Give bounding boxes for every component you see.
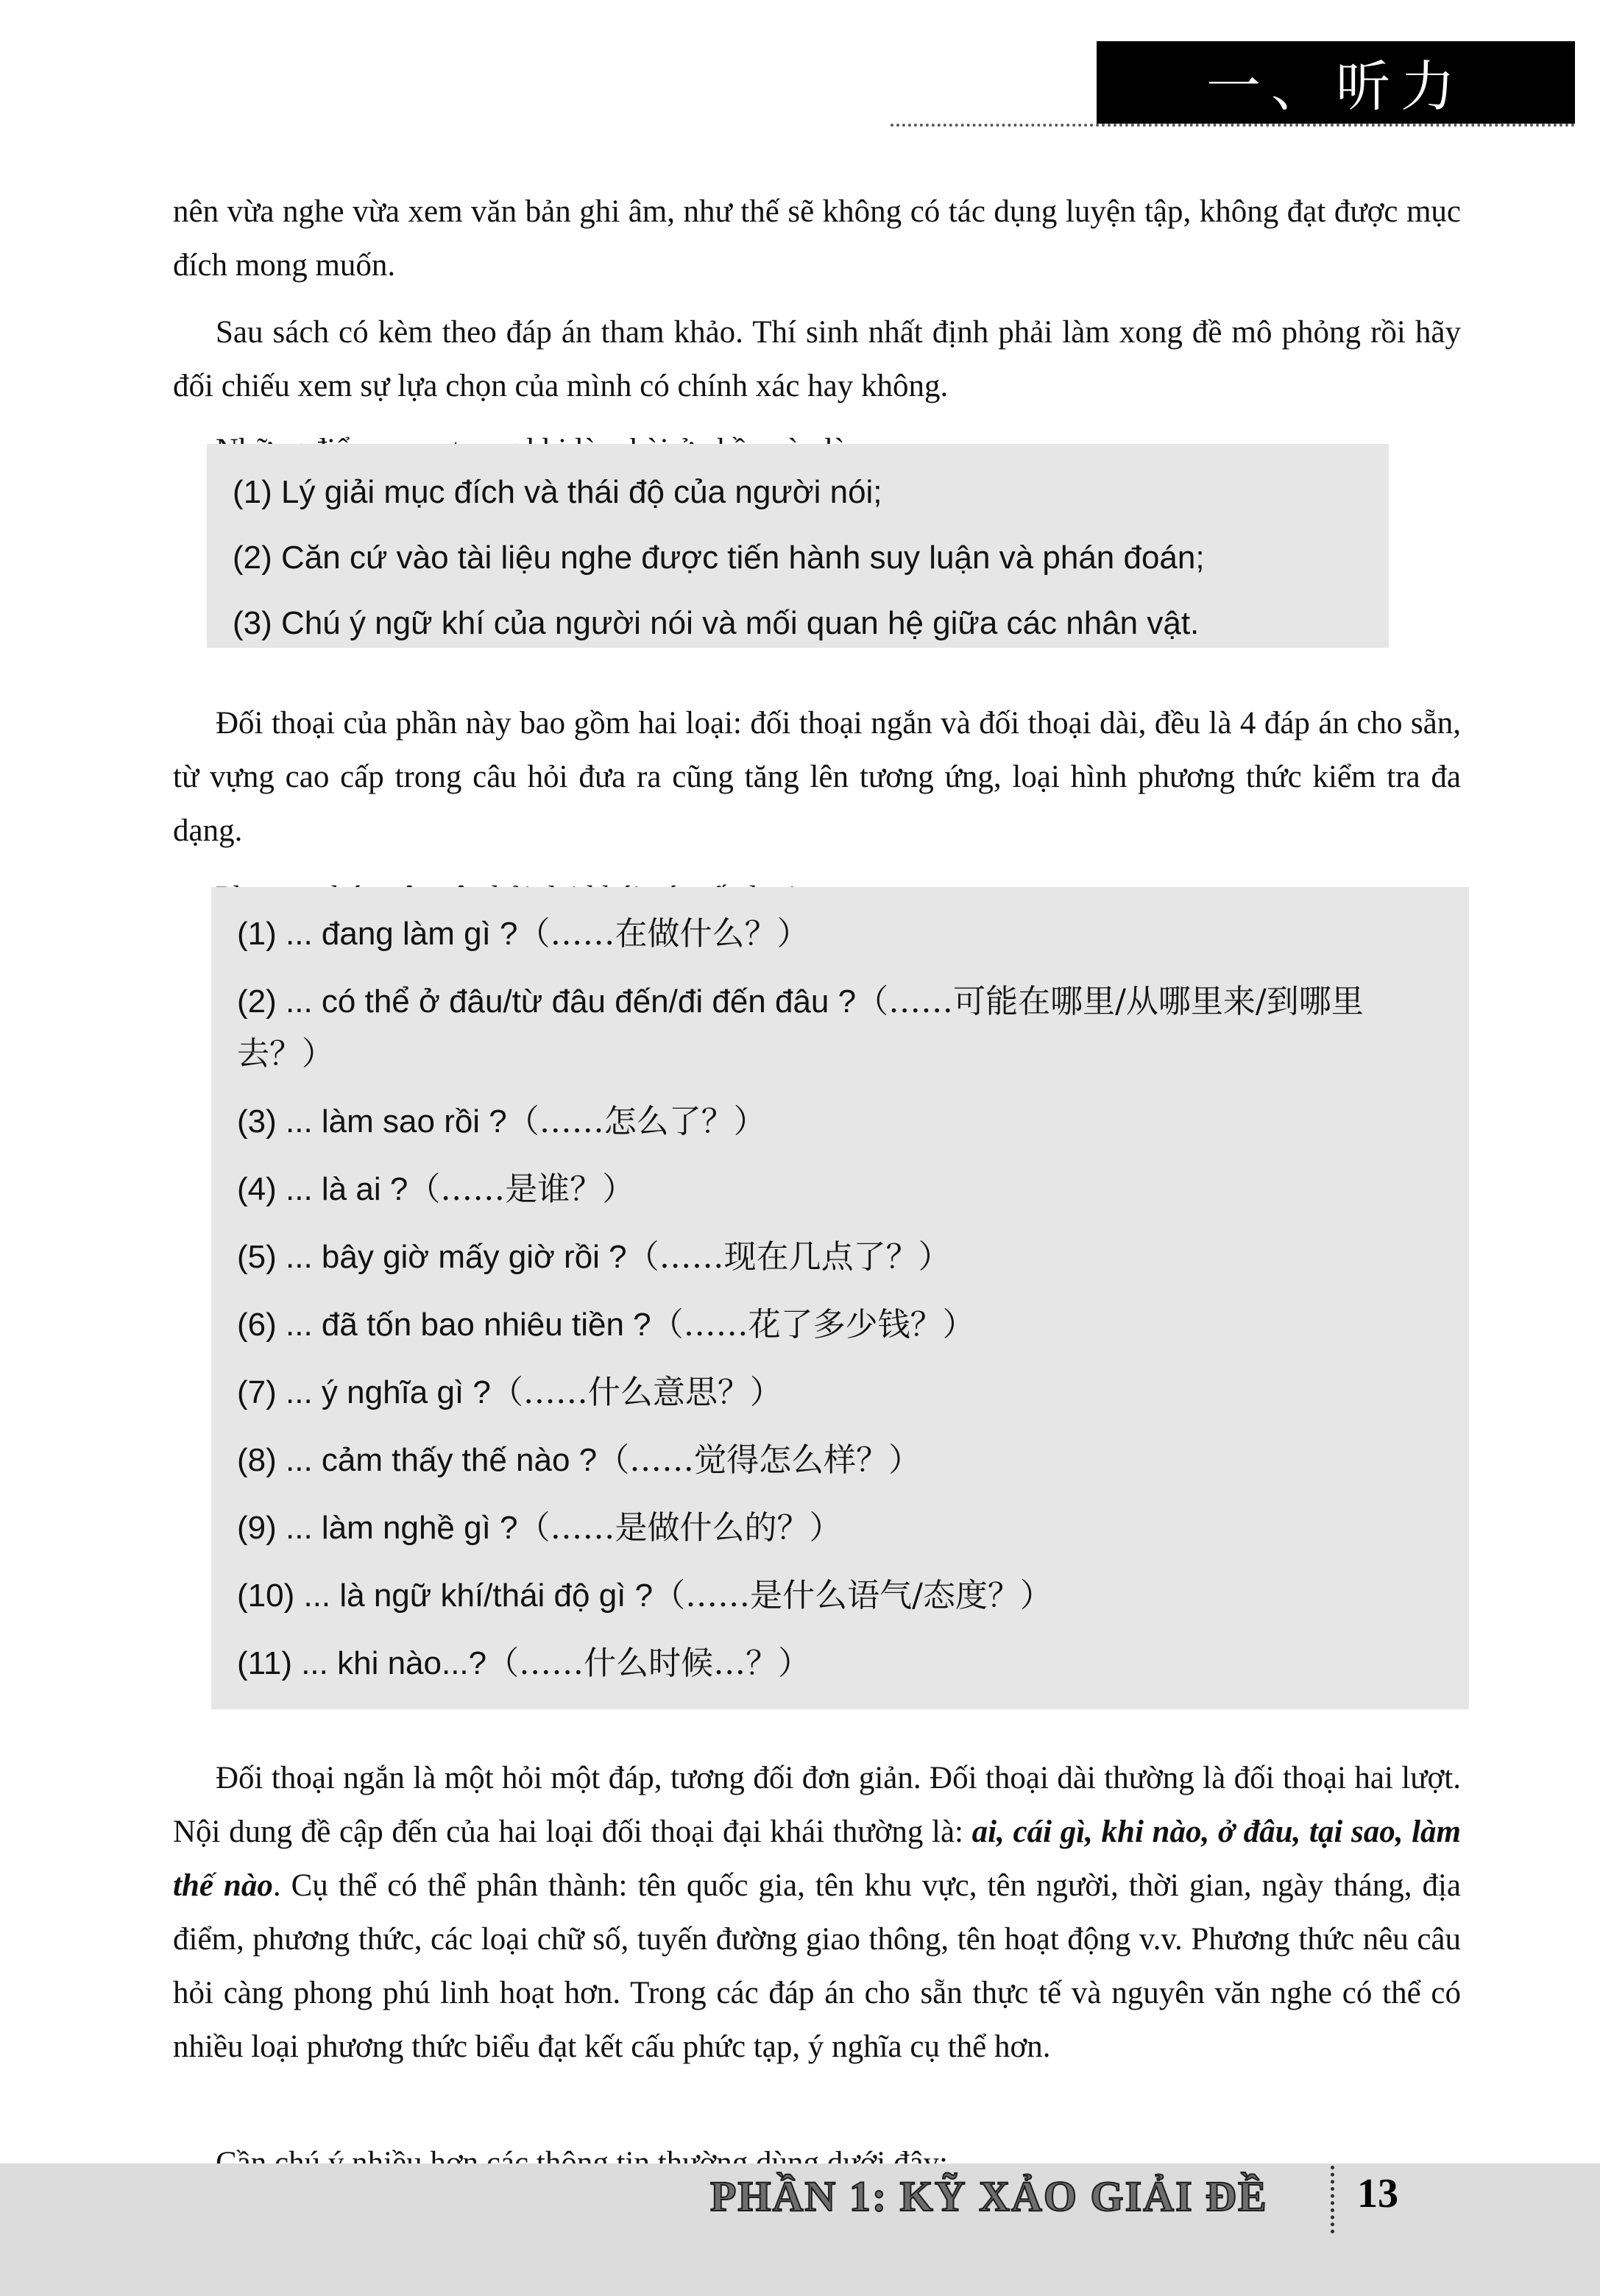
question-vi: (4) ... là ai ?	[237, 1171, 408, 1207]
footer-divider-dotted-line	[1331, 2166, 1334, 2233]
question-item-10	[237, 1569, 1436, 1622]
key-point-item-2: (2) Căn cứ vào tài liệu nghe được tiến hành suy luận và phán đoán;	[233, 540, 1205, 576]
header-dotted-line	[891, 124, 1575, 127]
question-vi: (1) ... đang làm gì ?	[237, 916, 518, 952]
question-item-11	[237, 1637, 1436, 1689]
question-item-3	[237, 1095, 1436, 1148]
question-vi: (3) ... làm sao rồi ?	[237, 1103, 507, 1140]
key-points-box	[207, 444, 1389, 648]
question-vi: (9) ... làm nghề gì ?	[237, 1510, 518, 1546]
question-zh: （……觉得怎么样？）	[597, 1441, 921, 1479]
question-item-9	[237, 1502, 1436, 1554]
paragraph-6-text-end: . Cụ thể có thể phân thành: tên quốc gia, tên khu vực, tên người, thời gian, ngày tháng, địa điểm, phương thức, các loại chữ số, tuyến đường giao thông, tên hoạt động v.v. Phương thức nêu câu hỏi càng phong phú linh hoạt hơn. Trong các đáp án cho sẵn thực tế và nguyên văn nghe có thể có nhiều loại phương thức biểu đạt kết cấu phức tạp, ý nghĩa cụ thể hơn.	[173, 1868, 1461, 2064]
paragraph-6	[173, 1751, 1461, 2074]
chapter-header-bar	[1097, 41, 1575, 124]
question-types-box	[211, 887, 1469, 1709]
page-number: 13	[1357, 2171, 1398, 2216]
question-item-2	[237, 975, 1436, 1080]
footer-section-title: PHẦN 1: KỸ XẢO GIẢI ĐỀ	[710, 2172, 1268, 2220]
question-zh: （……是什么语气/态度？）	[653, 1577, 1052, 1614]
key-point-item-3: (3) Chú ý ngữ khí của người nói và mối quan hệ giữa các nhân vật.	[233, 605, 1200, 641]
question-vi: (5) ... bây giờ mấy giờ rồi ?	[237, 1239, 627, 1275]
question-vi: (11) ... khi nào...?	[237, 1645, 487, 1681]
question-vi: (10) ... là ngữ khí/thái độ gì ?	[237, 1578, 654, 1614]
paragraph-1: nên vừa nghe vừa xem văn bản ghi âm, như thế sẽ không có tác dụng luyện tập, không đạt được mục đích mong muốn.	[173, 194, 1461, 283]
question-zh: （……是做什么的？）	[517, 1509, 842, 1547]
question-item-8	[237, 1434, 1436, 1486]
key-point-item-1: (1) Lý giải mục đích và thái độ của người nói;	[233, 474, 882, 510]
question-zh: （……什么时候…？）	[486, 1645, 811, 1682]
question-zh: （……现在几点了？）	[626, 1238, 951, 1276]
question-zh: （……怎么了？）	[506, 1103, 766, 1140]
paragraph-4: Đối thoại của phần này bao gồm hai loại: đối thoại ngắn và đối thoại dài, đều là 4 đáp án cho sẵn, từ vựng cao cấp trong câu hỏi đưa ra cũng tăng lên tương ứng, loại hình phương thức kiểm tra đa dạng.	[173, 706, 1461, 848]
question-zh: （……花了多少钱？）	[651, 1306, 975, 1343]
question-item-7	[237, 1366, 1436, 1419]
paragraph-6-text: Đối thoại ngắn là một hỏi một đáp, tương đối đơn giản. Đối thoại dài thường là đối thoại hai lượt. Nội dung đề cập đến của hai loại đối thoại đại khái thường là:	[173, 1761, 1461, 1849]
question-vi: (7) ... ý nghĩa gì ?	[237, 1374, 491, 1410]
question-zh: （……是谁？）	[408, 1170, 635, 1208]
paragraph-2: Sau sách có kèm theo đáp án tham khảo. Thí sinh nhất định phải làm xong đề mô phỏng rồi hãy đối chiếu xem sự lựa chọn của mình có chính xác hay không.	[173, 315, 1461, 403]
question-vi: (2) ... có thể ở đâu/từ đâu đến/đi đến đâu ?	[237, 983, 857, 1020]
question-item-6	[237, 1299, 1436, 1351]
question-item-5	[237, 1231, 1436, 1283]
question-vi: (6) ... đã tốn bao nhiêu tiền ?	[237, 1307, 651, 1343]
question-vi: (8) ... cảm thấy thế nào ?	[237, 1442, 598, 1478]
question-item-4	[237, 1163, 1436, 1215]
paragraph-6-emphasis: ai, cái gì, khi nào, ở đâu, tại sao, làm thế nào	[173, 1815, 1462, 1903]
question-zh: （……可能在哪里/从哪里来/到哪里去？）	[237, 983, 1364, 1073]
chapter-title: 一、听力	[1206, 57, 1465, 118]
question-zh: （……在做什么？）	[517, 915, 810, 953]
question-item-1	[237, 908, 1436, 960]
question-zh: （……什么意思？）	[490, 1374, 782, 1411]
